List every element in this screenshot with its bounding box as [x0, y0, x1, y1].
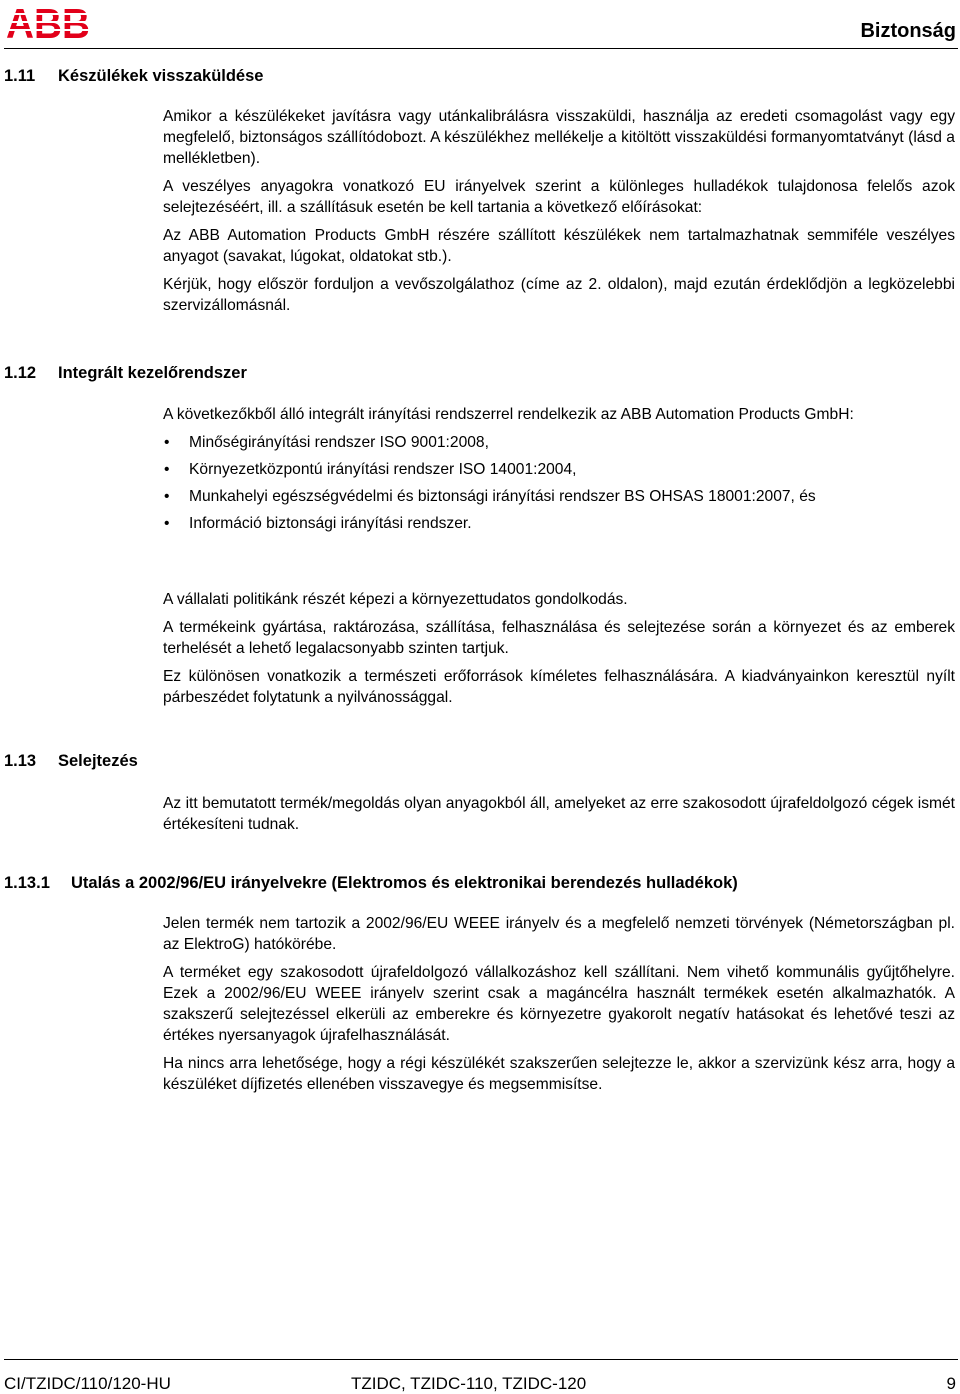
- heading-number: 1.13: [4, 752, 37, 770]
- paragraph: Amikor a készülékeket javításra vagy utánkalibrálásra visszaküldi, használja az eredeti csomagolást vagy egy megfelelő, biztonságos szállítódobozt. A készülékhez mellékelje a kitöltött visszaküldési formanyomtatványt (lásd a mellékletben).: [163, 108, 955, 167]
- paragraph: Kérjük, hogy először forduljon a vevőszolgálathoz (címe az 2. oldalon), majd ezután érdeklődjön a legközelebbi szervizállomásnál.: [163, 276, 955, 314]
- paragraph: Ha nincs arra lehetősége, hogy a régi készülékét szakszerűen selejtezze le, akkor a szervizünk kész arra, hogy a készüléket díjfizetés ellenében visszavegye és megsemmisítse.: [163, 1055, 955, 1093]
- abb-logo: [6, 5, 90, 41]
- section-header-title: Biztonság: [860, 20, 956, 42]
- management-systems-list: [163, 432, 955, 540]
- heading-1-11: [4, 67, 263, 86]
- paragraph: Az itt bemutatott termék/megoldás olyan anyagokból áll, amelyeket az erre szakosodott újrafeldolgozó cégek ismét értékesíteni tudnak.: [163, 795, 955, 833]
- section-1-12-policy: [163, 589, 955, 715]
- paragraph: A termékeink gyártása, raktározása, szállítása, felhasználása és selejtezése során a környezet és az emberek terhelését a lehető legalacsonyabb szinten tartjuk.: [163, 619, 955, 657]
- paragraph: A vállalati politikánk részét képezi a környezettudatos gondolkodás.: [163, 591, 628, 608]
- paragraph: A terméket egy szakosodott újrafeldolgozó vállalkozáshoz kell szállítani. Nem vihető kommunális gyűjtőhelyre. Ezek a 2002/96/EU WEEE irányelv szerint csak a magáncélra használt termékek esetén alkalmazhatók. A szakszerű selejtezéssel elkerüli az emberekre és környezetre gyakorolt negatív hatásokat és lehetővé teszi az értékes nyersanyagok újrafelhasználását.: [163, 964, 955, 1044]
- list-item: • Minőségirányítási rendszer ISO 9001:2008,: [163, 432, 955, 459]
- list-item: • Információ biztonsági irányítási rendszer.: [163, 513, 955, 540]
- heading-number: 1.11: [4, 67, 36, 85]
- paragraph: Az ABB Automation Products GmbH részére szállított készülékek nem tartalmazhatnak semmiféle veszélyes anyagot (savakat, lúgokat, oldatokat stb.).: [163, 227, 955, 265]
- section-1-11-body: [163, 106, 955, 323]
- footer-page-number: 9: [946, 1374, 956, 1393]
- paragraph: Jelen termék nem tartozik a 2002/96/EU WEEE irányelv és a megfelelő nemzeti törvények (Németországban pl. az ElektroG) hatókörébe.: [163, 915, 955, 953]
- list-item: • Munkahelyi egészségvédelmi és biztonsági irányítási rendszer BS OHSAS 18001:2007, és: [163, 486, 955, 513]
- heading-1-13: [4, 752, 138, 771]
- paragraph: A veszélyes anyagokra vonatkozó EU irányelvek szerint a különleges hulladékok tulajdonosa felelős azok selejtezéséért, ill. a szállításuk esetén be kell tartania a következő előírásokat:: [163, 178, 955, 216]
- paragraph: Ez különösen vonatkozik a természeti erőforrások kíméletes felhasználására. A kiadványainkon keresztül nyílt párbeszédet folytatunk a nyilvánossággal.: [163, 668, 955, 706]
- heading-title: Utalás a 2002/96/EU irányelvekre (Elektromos és elektronikai berendezés hulladékok): [71, 874, 738, 892]
- list-item: • Környezetközpontú irányítási rendszer ISO 14001:2004,: [163, 459, 955, 486]
- section-1-13-body: [163, 793, 955, 842]
- section-1-12-body: [163, 404, 955, 540]
- heading-1-12: [4, 364, 247, 383]
- footer-divider: [4, 1359, 958, 1360]
- footer-products: TZIDC, TZIDC-110, TZIDC-120: [351, 1374, 587, 1393]
- heading-number: 1.12: [4, 364, 37, 382]
- heading-number: 1.13.1: [4, 874, 50, 892]
- paragraph: A következőkből álló integrált irányítási rendszerrel rendelkezik az ABB Automation Products GmbH:: [163, 406, 854, 423]
- heading-1-13-1: [4, 874, 738, 893]
- header-divider: [4, 48, 958, 49]
- footer-doc-code: CI/TZIDC/110/120-HU: [4, 1374, 171, 1393]
- heading-title: Integrált kezelőrendszer: [58, 364, 247, 382]
- svg-text:ABB: ABB: [6, 5, 90, 41]
- section-1-13-1-body: [163, 913, 955, 1102]
- heading-title: Készülékek visszaküldése: [58, 67, 264, 85]
- heading-title: Selejtezés: [58, 752, 138, 770]
